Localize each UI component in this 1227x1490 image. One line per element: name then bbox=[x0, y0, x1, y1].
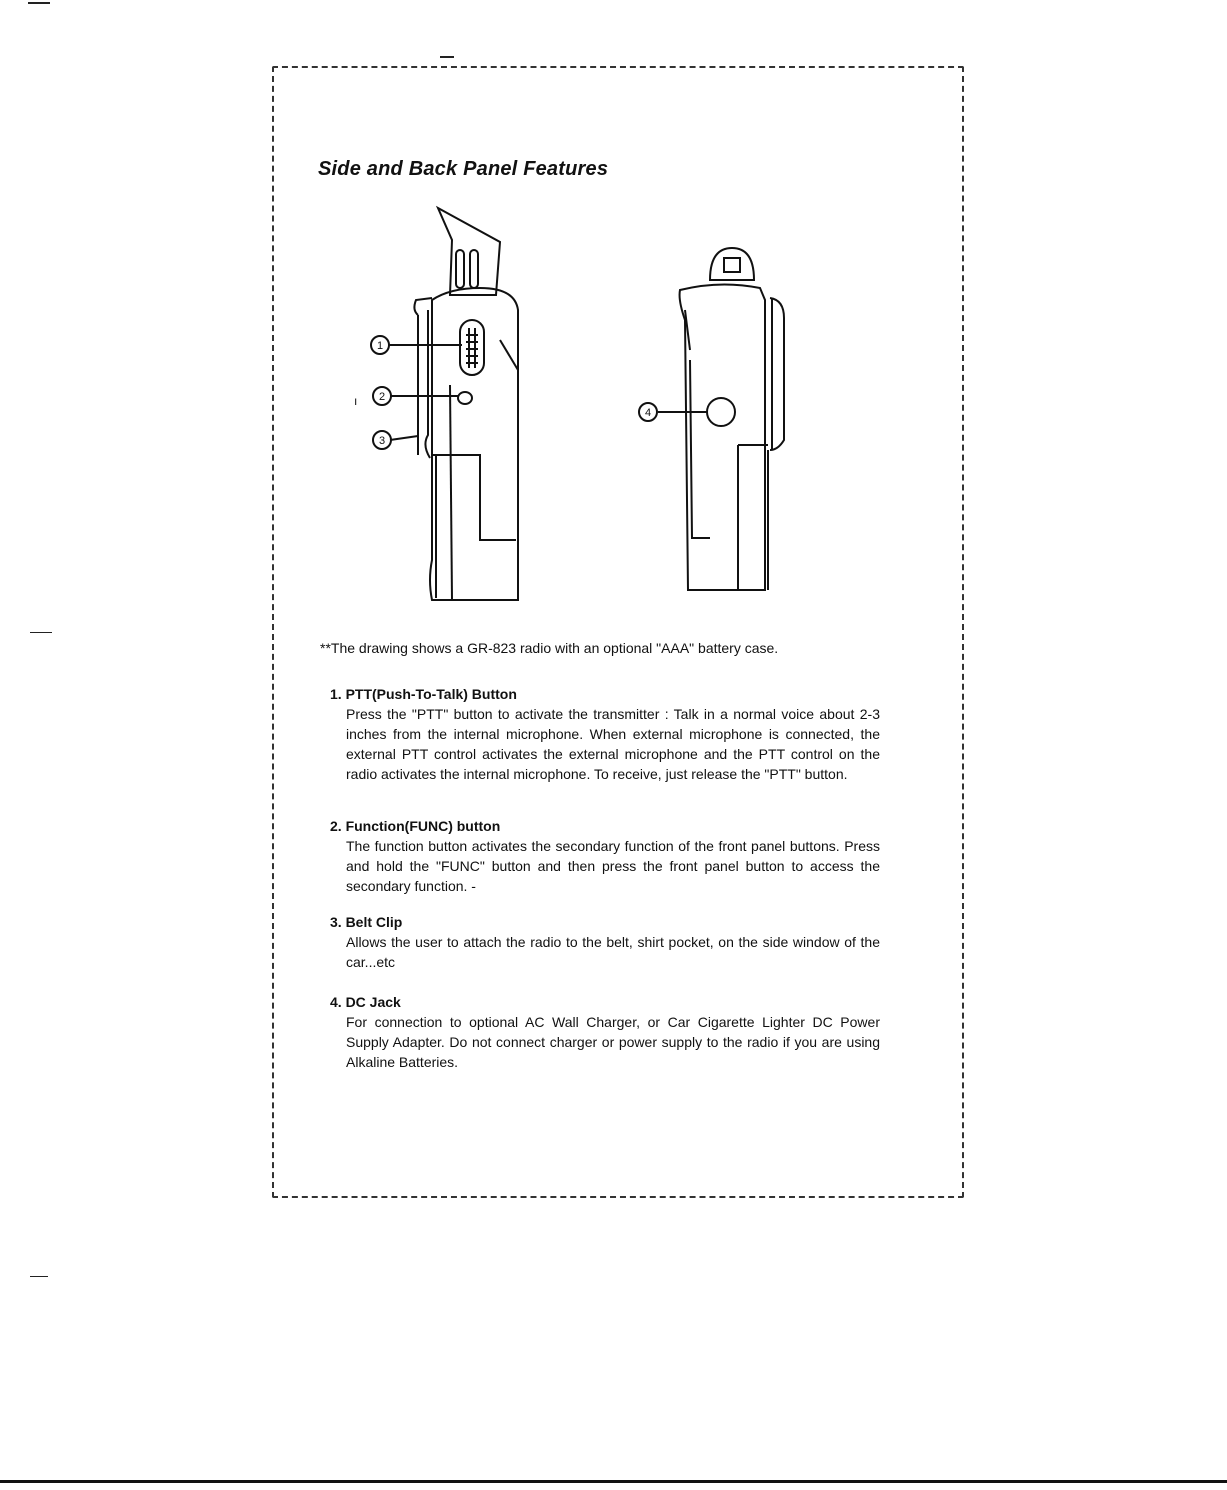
radio-side-view bbox=[414, 208, 518, 600]
callout-3-number: 3 bbox=[378, 435, 386, 447]
feature-text: Allows the user to attach the radio to the belt, shirt pocket, on the side window of the car...etc bbox=[346, 934, 880, 970]
scan-mark bbox=[30, 632, 52, 633]
feature-text: Press the "PTT" button to activate the transmitter : Talk in a normal voice about 2-3 inches from the internal microphone. When external microphone is connected, the external PTT control activates the external microphone and the PTT control on the radio activates the internal microphone. To receive, just release the "PTT" button. bbox=[346, 706, 880, 782]
callout-3-leader bbox=[390, 436, 418, 440]
scan-mark bbox=[440, 56, 454, 58]
callout-4-number: 4 bbox=[644, 407, 652, 419]
feature-text: The function button activates the secondary function of the front panel buttons. Press and hold the "FUNC" button and then press the front panel button to access the secondary function. - bbox=[346, 838, 880, 894]
callout-1-number: 1 bbox=[376, 340, 384, 352]
feature-heading: 2. Function(FUNC) button bbox=[330, 818, 501, 834]
feature-text: For connection to optional AC Wall Charger, or Car Cigarette Lighter DC Power Supply Adapter. Do not connect charger or power supply to the radio if you are using Alkaline Batteries. bbox=[346, 1014, 880, 1070]
radio-drawing bbox=[340, 200, 820, 610]
scan-mark bbox=[30, 1276, 48, 1277]
feature-heading: 4. DC Jack bbox=[330, 994, 401, 1010]
figure-note: **The drawing shows a GR-823 radio with an optional "AAA" battery case. bbox=[320, 640, 779, 656]
feature-heading: 3. Belt Clip bbox=[330, 914, 403, 930]
radio-back-view bbox=[680, 248, 784, 590]
radio-figure bbox=[340, 200, 820, 610]
bottom-rule bbox=[0, 1480, 1227, 1483]
feature-item-dc-jack bbox=[330, 992, 880, 1072]
feature-item-func bbox=[330, 816, 880, 896]
feature-item-ptt bbox=[330, 684, 880, 784]
feature-item-belt-clip bbox=[330, 912, 880, 972]
page-title: Side and Back Panel Features bbox=[318, 158, 609, 180]
callout-2-number: 2 bbox=[378, 391, 386, 403]
feature-heading: 1. PTT(Push-To-Talk) Button bbox=[330, 686, 517, 702]
stray-mark: ı bbox=[354, 394, 358, 408]
scan-mark bbox=[28, 2, 50, 4]
